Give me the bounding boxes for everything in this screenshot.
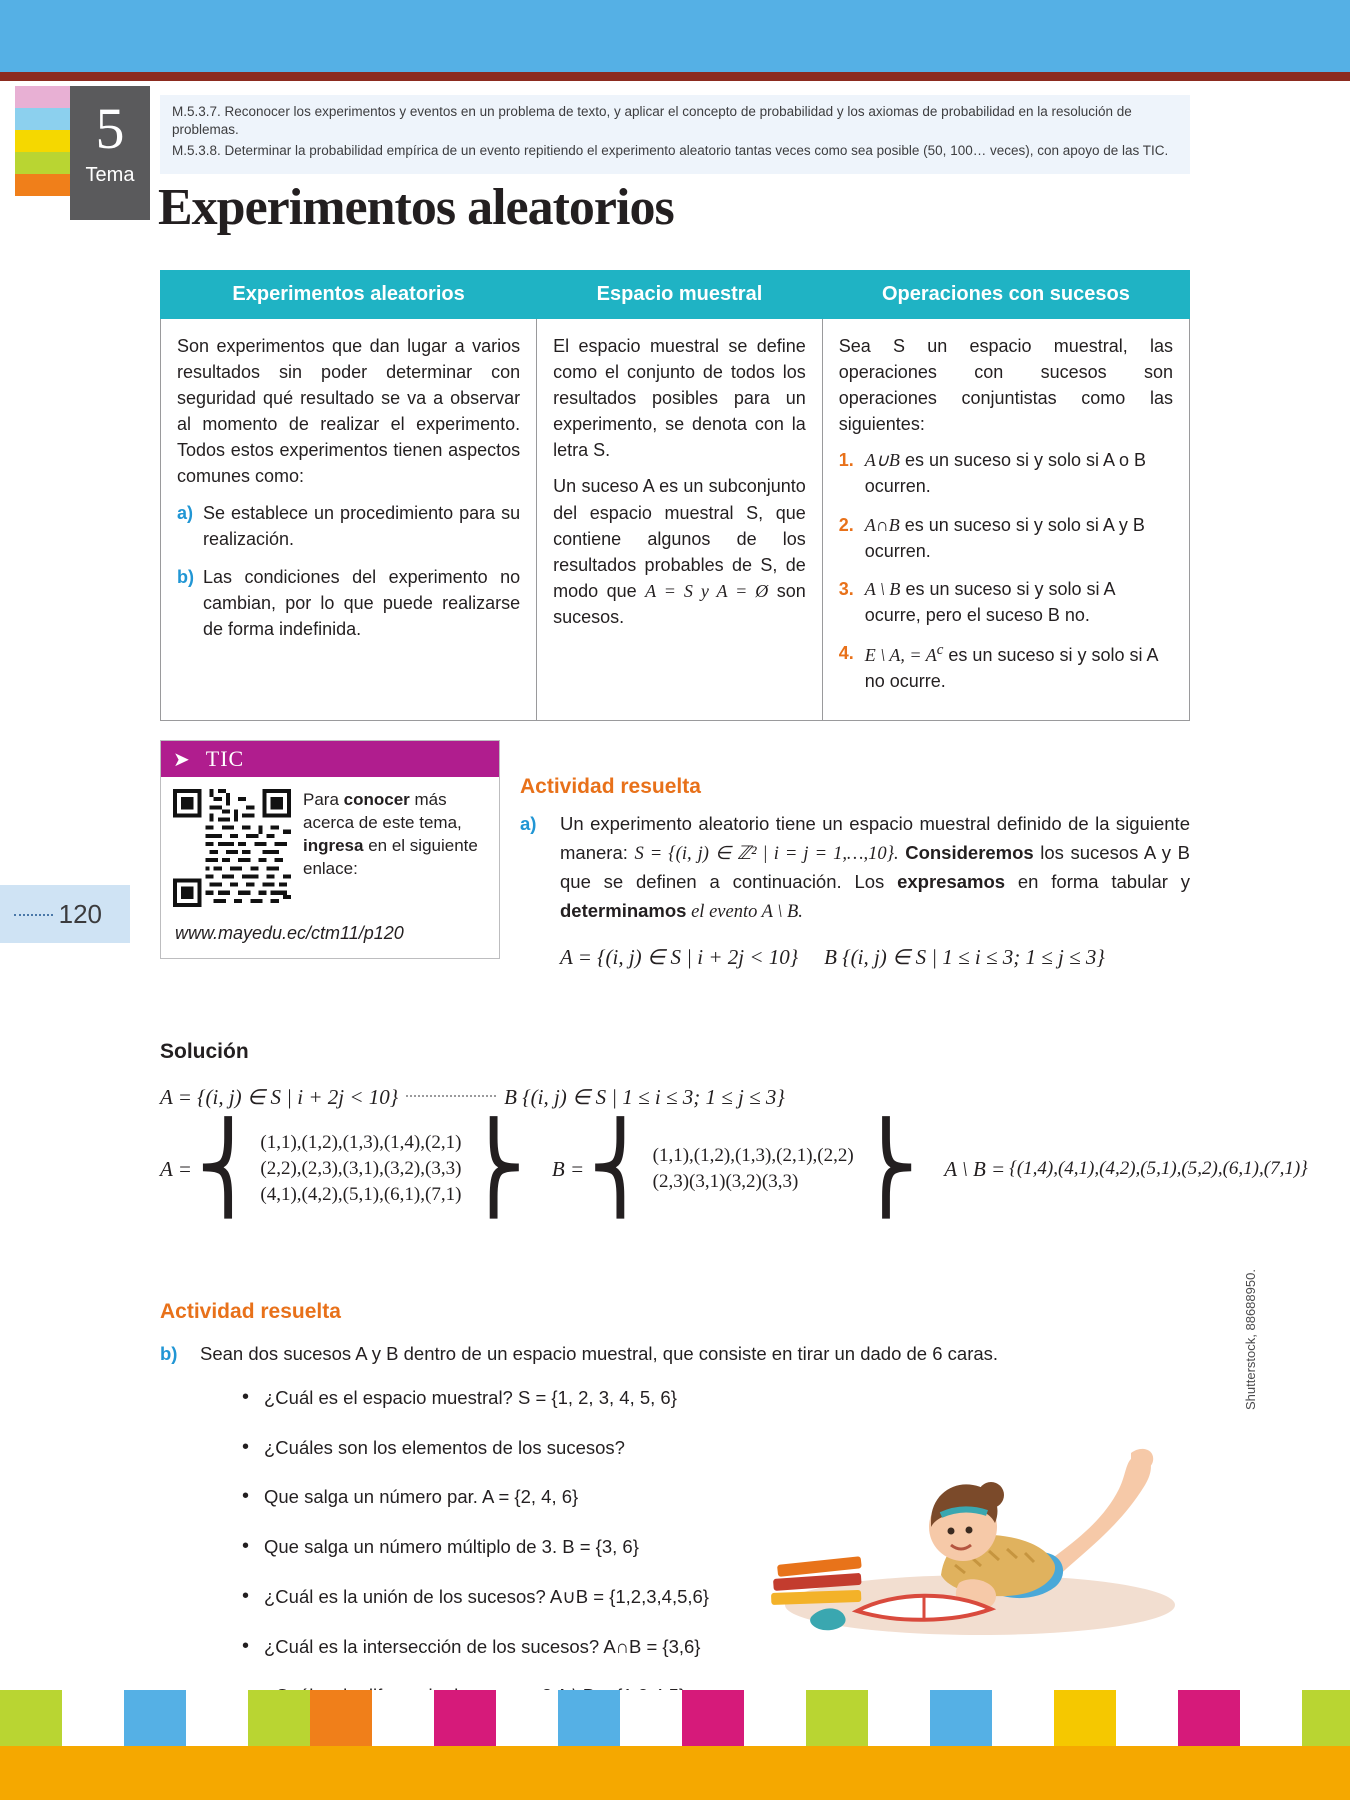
espacio-p1: El espacio muestral se define como el conjunto de todos los resultados posibles para un experimento, se denota con la letra S. bbox=[553, 336, 806, 461]
bottom-block bbox=[0, 1690, 62, 1746]
table-header-row bbox=[161, 271, 1190, 319]
table-cell-espacio bbox=[537, 319, 823, 721]
tic-text-bold-1: conocer bbox=[343, 790, 410, 809]
bottom-block bbox=[1302, 1690, 1350, 1746]
bottom-block bbox=[1116, 1690, 1178, 1746]
tema-badge bbox=[70, 86, 150, 220]
illustration-hair-bun bbox=[978, 1482, 1004, 1508]
list-item bbox=[177, 564, 520, 642]
bottom-block bbox=[434, 1690, 496, 1746]
list-item: • ¿Cuál es la unión de los sucesos? A∪B = {1,2,3,4,5,6} bbox=[242, 1583, 1160, 1611]
act-a-t7: el evento A \ B. bbox=[686, 902, 803, 923]
operaciones-list bbox=[839, 447, 1173, 694]
item-text-b: Las condiciones del experimento no cambian, por lo que puede realizarse de forma indefinida. bbox=[203, 566, 521, 639]
set-b-label: B = bbox=[551, 1156, 585, 1181]
operaciones-intro: Sea S un espacio muestral, las operaciones con sucesos son operaciones conjuntistas como las siguientes: bbox=[838, 336, 1173, 435]
set-b-brace-left: ⎨ bbox=[588, 1120, 653, 1217]
tic-text-2: más acerca de este tema, bbox=[303, 790, 462, 832]
table-body-row bbox=[161, 319, 1190, 721]
bottom-block bbox=[372, 1690, 434, 1746]
op-math-3: A \ B bbox=[864, 578, 901, 599]
tic-title: TIC bbox=[205, 746, 245, 771]
table-cell-operaciones bbox=[822, 319, 1189, 721]
set-a-row-3: (4,1),(4,2),(5,1),(6,1),(7,1) bbox=[260, 1184, 462, 1205]
activity-b-title: Actividad resuelta bbox=[160, 1300, 341, 1323]
list-item: • Que salga un número par. A = {2, 4, 6} bbox=[242, 1483, 1160, 1511]
set-b-rows bbox=[653, 1143, 854, 1195]
set-a-rows bbox=[260, 1130, 461, 1208]
bottom-block bbox=[992, 1690, 1054, 1746]
tic-header bbox=[161, 741, 499, 777]
act-a-t6: determinamos bbox=[560, 900, 687, 922]
tic-text bbox=[291, 789, 487, 907]
tic-text-bold-2: ingresa bbox=[303, 835, 364, 855]
bottom-block bbox=[496, 1690, 558, 1746]
bottom-block bbox=[744, 1690, 806, 1746]
bottom-block bbox=[682, 1690, 744, 1746]
op-marker-2: 2. bbox=[838, 514, 854, 535]
act-a-t1: Un experimento aleatorio tiene un espacio muestral definido de la siguiente manera: bbox=[560, 813, 1190, 863]
bottom-block bbox=[1054, 1690, 1116, 1746]
bottom-block bbox=[558, 1690, 620, 1746]
top-band-fill bbox=[0, 0, 1350, 72]
op-text-2 bbox=[865, 512, 1173, 564]
activity-a-title: Actividad resuelta bbox=[520, 775, 701, 798]
act-a-t2: Consideremos bbox=[898, 841, 1034, 863]
destreza-1: M.5.3.7. Reconocer los experimentos y eventos en un problema de texto, y aplicar el concepto de probabilidad y los axiomas de probabilidad en la resolución de problemas. bbox=[172, 104, 1132, 138]
solution-line-1 bbox=[160, 1085, 785, 1110]
set-a-row-2: (2,2),(2,3),(3,1),(3,2),(3,3) bbox=[260, 1158, 462, 1179]
table-header-espacio: Espacio muestral bbox=[537, 271, 823, 319]
set-b-brace-right: ⎬ bbox=[853, 1120, 919, 1217]
formula-a-A: A = {(i, j) ∈ S | i + 2j < 10} bbox=[560, 945, 799, 969]
table-header-operaciones: Operaciones con sucesos bbox=[822, 271, 1189, 319]
op-text-3 bbox=[865, 576, 1173, 628]
experimentos-intro: Son experimentos que dan lugar a varios resultados sin poder determinar con seguridad qué resultado se va a observar al momento de realizar el experimento. Todos estos experimentos tienen aspectos comunes como: bbox=[177, 336, 521, 487]
set-a-row-1: (1,1),(1,2),(1,3),(1,4),(2,1) bbox=[260, 1132, 462, 1153]
op-text-4 bbox=[865, 640, 1173, 694]
list-item: • ¿Cuáles son los elementos de los sucesos? bbox=[242, 1434, 1160, 1462]
table-header-experimentos: Experimentos aleatorios bbox=[161, 271, 537, 319]
bottom-block bbox=[124, 1690, 186, 1746]
top-decorative-band bbox=[0, 0, 1350, 72]
bottom-block bbox=[930, 1690, 992, 1746]
act-a-t4: expresamos bbox=[897, 871, 1006, 893]
bottom-block bbox=[620, 1690, 682, 1746]
tic-link[interactable]: www.mayedu.ec/ctm11/p120 bbox=[175, 923, 404, 943]
list-item: • ¿Cuál es la intersección de los sucesos? A∩B = {3,6} bbox=[242, 1633, 1160, 1661]
espacio-p2-b: son sucesos. bbox=[553, 580, 806, 627]
qr-code-icon[interactable] bbox=[173, 789, 291, 907]
act-a-t5: en forma tabular y bbox=[1005, 871, 1190, 893]
formula-a-B: B {(i, j) ∈ S | 1 ≤ i ≤ 3; 1 ≤ j ≤ 3} bbox=[824, 945, 1105, 969]
destreza-2: M.5.3.8. Determinar la probabilidad empírica de un evento repitiendo el experimento aleatorio tantas veces como sea posible (50, 100… veces), con apoyo de las TIC. bbox=[172, 143, 1169, 159]
bottom-decorative-band bbox=[0, 1690, 1350, 1800]
difference-label: A \ B = bbox=[944, 1156, 1006, 1181]
set-a-label: A = bbox=[160, 1156, 192, 1181]
experimentos-list bbox=[177, 500, 520, 642]
activity-b-lead-text: Sean dos sucesos A y B dentro de un espacio muestral, que consiste en tirar un dado de 6 caras. bbox=[200, 1343, 999, 1364]
illustration-books bbox=[771, 1556, 862, 1605]
solution-dot-separator bbox=[406, 1095, 496, 1097]
op-math-1: A∪B bbox=[864, 450, 900, 471]
page-number-dots bbox=[14, 904, 53, 916]
table-cell-experimentos bbox=[161, 319, 537, 721]
list-item: • ¿Cuál es el espacio muestral? S = {1, 2, 3, 4, 5, 6} bbox=[242, 1384, 1160, 1412]
act-a-t3: los sucesos A y B que se definen a continuación. Los bbox=[560, 841, 1190, 893]
activity-a-text bbox=[560, 810, 1190, 927]
op-desc-3: es un suceso si y solo si A ocurre, pero el suceso B no. bbox=[864, 578, 1115, 625]
illustration-eye-left bbox=[948, 1528, 955, 1535]
list-item bbox=[839, 640, 1173, 694]
activity-b-lead bbox=[160, 1340, 1160, 1368]
espacio-p2-math: A = S y A = Ø bbox=[645, 580, 769, 601]
op-marker-1: 1. bbox=[838, 450, 854, 471]
op-desc-4: es un suceso si y solo si A no ocurre. bbox=[864, 644, 1158, 692]
bottom-block bbox=[186, 1690, 248, 1746]
tic-text-3: en el siguiente enlace: bbox=[303, 835, 478, 878]
paper-plane-icon: ➤ bbox=[173, 748, 190, 771]
set-a-brace-left: ⎨ bbox=[195, 1120, 261, 1217]
bottom-block bbox=[248, 1690, 310, 1746]
item-marker-b: b) bbox=[177, 566, 194, 587]
bottom-block bbox=[868, 1690, 930, 1746]
illustration-eye-right bbox=[966, 1527, 973, 1534]
activity-a-marker: a) bbox=[520, 813, 537, 834]
set-b-row-1: (1,1),(1,2),(1,3),(2,1),(2,2) bbox=[652, 1145, 854, 1166]
page-title: Experimentos aleatorios bbox=[158, 179, 674, 236]
set-a-brace-right: ⎬ bbox=[461, 1120, 526, 1217]
maroon-divider-bar bbox=[0, 72, 1350, 81]
bottom-block bbox=[62, 1690, 124, 1746]
activity-a-block bbox=[520, 810, 1190, 927]
tic-text-1: Para bbox=[303, 790, 344, 809]
solution-formula-A: A = {(i, j) ∈ S | i + 2j < 10} bbox=[160, 1085, 399, 1109]
op-marker-3: 3. bbox=[838, 578, 854, 599]
bottom-base-bar bbox=[0, 1746, 1350, 1800]
act-a-math1: S = {(i, j) ∈ ℤ² | i = j = 1,…,10}. bbox=[634, 843, 899, 864]
bottom-block bbox=[806, 1690, 868, 1746]
tic-box bbox=[160, 740, 500, 959]
tema-label: Tema bbox=[85, 164, 135, 186]
tic-body bbox=[161, 777, 499, 919]
item-text-a: Se establece un procedimiento para su realización. bbox=[203, 502, 521, 549]
concepts-table bbox=[160, 270, 1190, 721]
activity-b-marker: b) bbox=[160, 1343, 178, 1364]
item-marker-a: a) bbox=[177, 502, 194, 523]
tema-tab bbox=[15, 86, 135, 220]
bottom-block bbox=[1178, 1690, 1240, 1746]
espacio-p2 bbox=[553, 473, 806, 630]
solution-formula-B: B {(i, j) ∈ S | 1 ≤ i ≤ 3; 1 ≤ j ≤ 3} bbox=[504, 1085, 785, 1109]
solution-sets bbox=[160, 1120, 1308, 1217]
page-number-block bbox=[0, 885, 130, 943]
difference-value: {(1,4),(4,1),(4,2),(5,1),(5,2),(6,1),(7,1)} bbox=[1009, 1158, 1308, 1179]
op-math-4: E \ A, = A bbox=[864, 644, 937, 665]
page-number: 120 bbox=[58, 898, 102, 929]
op-text-1 bbox=[865, 447, 1173, 499]
solution-title: Solución bbox=[160, 1040, 249, 1063]
list-item bbox=[839, 447, 1173, 499]
image-credit: Shutterstock, 88688950. bbox=[1243, 1269, 1258, 1410]
destrezas-box bbox=[160, 95, 1190, 174]
op-desc-2: es un suceso si y solo si A y B ocurren. bbox=[864, 514, 1145, 561]
op-marker-4: 4. bbox=[838, 642, 854, 663]
set-b-row-2: (2,3)(3,1)(3,2)(3,3) bbox=[652, 1171, 799, 1192]
bottom-block bbox=[1240, 1690, 1302, 1746]
list-item bbox=[177, 500, 520, 552]
op-math-2: A∩B bbox=[864, 514, 900, 535]
list-item bbox=[839, 576, 1173, 628]
girl-reading-illustration bbox=[745, 1415, 1215, 1645]
activity-a-formulas bbox=[560, 945, 1105, 970]
list-item: • Que salga un número múltiplo de 3. B = {3, 6} bbox=[242, 1533, 1160, 1561]
list-item bbox=[839, 512, 1173, 564]
op-desc-1: es un suceso si y solo si A o B ocurren. bbox=[864, 450, 1147, 497]
op-math-4-sup: c bbox=[936, 641, 944, 658]
tema-number: 5 bbox=[95, 96, 125, 161]
espacio-p2-a: Un suceso A es un subconjunto del espacio muestral S, que contiene algunos de los resultados probables de S, de modo que bbox=[553, 476, 806, 601]
bottom-block bbox=[310, 1690, 372, 1746]
